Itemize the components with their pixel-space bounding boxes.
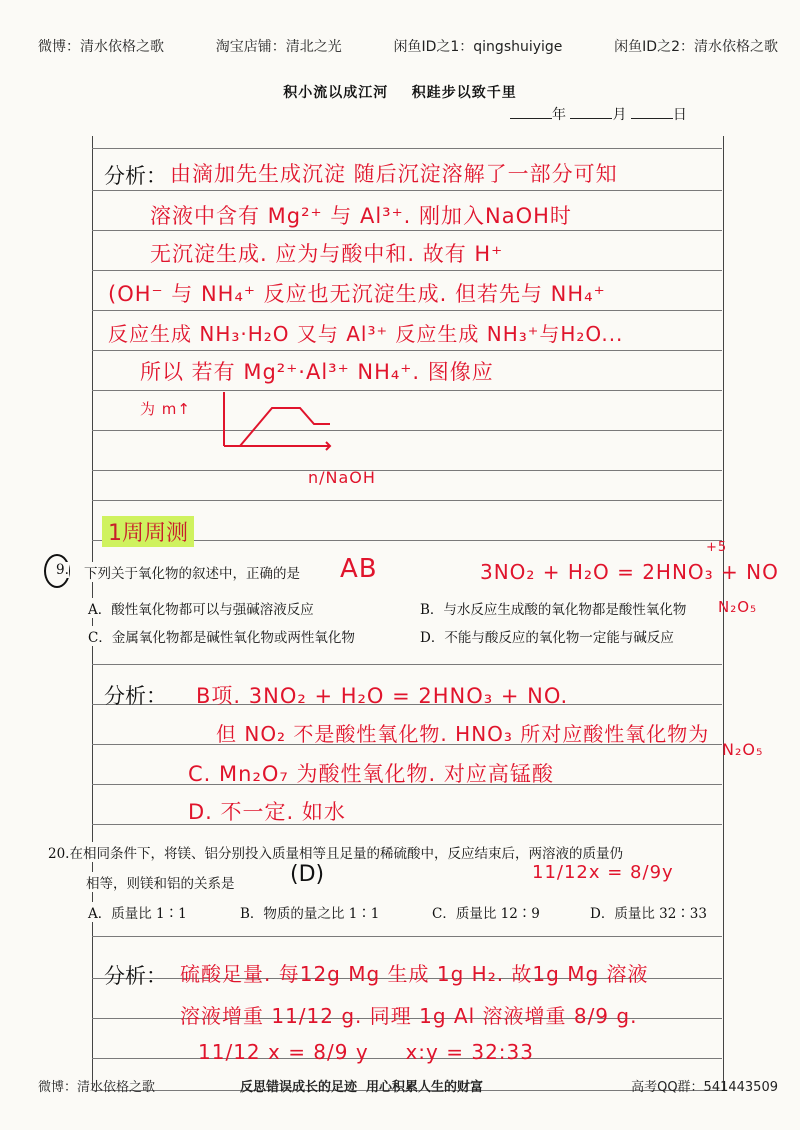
ruled-line bbox=[92, 664, 722, 665]
analysis1-line-3: 无沉淀生成. 应为与酸中和. 故有 H⁺ bbox=[150, 242, 504, 266]
q19-option-c: C．金属氧化物都是碱性氧化物或两性氧化物 bbox=[88, 626, 355, 646]
footer-qq: 高考QQ群：541443509 bbox=[631, 1080, 778, 1095]
ruled-line bbox=[92, 270, 722, 271]
ruled-line bbox=[92, 936, 722, 937]
ruled-line bbox=[92, 390, 722, 391]
q20-stem: 20.在相同条件下，将镁、铝分别投入质量相等且足量的稀硫酸中，反应结束后，两溶液的质量仍 bbox=[48, 842, 623, 862]
date-day: 日 bbox=[672, 107, 687, 123]
q20-option-b: B．物质的量之比 1∶1 bbox=[240, 902, 379, 922]
header-xianyu2: 闲鱼ID之2：清水依格之歌 bbox=[614, 39, 778, 55]
analysis1-line-4: (OH⁻ 与 NH₄⁺ 反应也无沉淀生成. 但若先与 NH₄⁺ bbox=[108, 282, 606, 306]
q20-option-c: C．质量比 12∶9 bbox=[432, 902, 540, 922]
q19-option-b: B．与水反应生成酸的氧化物都是酸性氧化物 bbox=[420, 598, 686, 618]
header-weibo: 微博：清水依格之歌 bbox=[38, 39, 164, 55]
q19-equation: 3NO₂ + H₂O = 2HNO₃ + NO bbox=[480, 560, 779, 584]
header-xianyu1: 闲鱼ID之1：qingshuiyige bbox=[393, 39, 563, 55]
motto: 积小流以成江河 积跬步以致千里 bbox=[283, 85, 517, 101]
ruled-line bbox=[92, 500, 722, 501]
weekly-test-label: 1周周测 bbox=[102, 516, 194, 547]
ruled-line bbox=[92, 350, 722, 351]
ruled-line bbox=[92, 430, 722, 431]
ruled-line bbox=[92, 230, 722, 231]
q19-eq-note: +5 bbox=[706, 540, 728, 555]
q20-option-a: A．质量比 1∶1 bbox=[88, 902, 187, 922]
ruled-line bbox=[92, 148, 722, 149]
graph-x-label: n/NaOH bbox=[308, 468, 376, 487]
q19-option-d: D．不能与酸反应的氧化物一定能与碱反应 bbox=[420, 626, 674, 646]
page-header bbox=[38, 36, 778, 56]
q19-number: 9. bbox=[56, 562, 69, 578]
analysis2-line-4: D. 不一定. 如水 bbox=[188, 800, 346, 824]
q20-option-d: D．质量比 32∶33 bbox=[590, 902, 707, 922]
q20-answer: (D) bbox=[290, 862, 325, 887]
analysis2-label: 分析： bbox=[104, 684, 167, 708]
q19-eq-note2: N₂O₅ bbox=[718, 598, 758, 616]
ruled-line bbox=[92, 190, 722, 191]
analysis1-line-6: 所以 若有 Mg²⁺·Al³⁺ NH₄⁺. 图像应 bbox=[140, 360, 494, 384]
analysis3-label: 分析： bbox=[104, 964, 167, 988]
analysis3-line-3: 11/12 x = 8/9 y x:y = 32:33 bbox=[198, 1040, 534, 1064]
analysis2-line-1: B项. 3NO₂ + H₂O = 2HNO₃ + NO. bbox=[196, 684, 569, 708]
footer-weibo: 微博：清水依格之歌 bbox=[38, 1080, 156, 1095]
date-field bbox=[510, 104, 687, 124]
ruled-line bbox=[92, 824, 722, 825]
q19-stem: 下列关于氧化物的叙述中，正确的是 bbox=[84, 562, 300, 582]
analysis2-line-2: 但 NO₂ 不是酸性氧化物. HNO₃ 所对应酸性氧化物为 bbox=[216, 722, 710, 746]
date-year: 年 bbox=[552, 107, 566, 123]
footer-slogan: 反思错误成长的足迹 用心积累人生的财富 bbox=[240, 1080, 484, 1095]
ruled-line bbox=[92, 310, 722, 311]
analysis1-line-5: 反应生成 NH₃·H₂O 又与 Al³⁺ 反应生成 NH₃⁺与H₂O... bbox=[108, 322, 624, 346]
analysis1-line-2: 溶液中含有 Mg²⁺ 与 Al³⁺. 刚加入NaOH时 bbox=[150, 204, 572, 228]
q20-side-note: 11/12x = 8/9y bbox=[532, 862, 674, 883]
analysis2-line-3: C. Mn₂O₇ 为酸性氧化物. 对应高锰酸 bbox=[188, 762, 554, 786]
ruled-line bbox=[92, 470, 722, 471]
graph-y-label: 为 m↑ bbox=[140, 400, 191, 418]
analysis3-line-1: 硫酸足量. 每12g Mg 生成 1g H₂. 故1g Mg 溶液 bbox=[180, 962, 649, 986]
analysis1-line-1: 由滴加先生成沉淀 随后沉淀溶解了一部分可知 bbox=[170, 162, 618, 186]
q20-stem2: 相等，则镁和铝的关系是 bbox=[86, 872, 235, 892]
date-month: 月 bbox=[612, 107, 627, 123]
precipitate-graph bbox=[200, 388, 340, 458]
q19-answer: AB bbox=[340, 554, 378, 584]
analysis1-label: 分析： bbox=[104, 164, 167, 188]
header-taobao: 淘宝店铺：清北之光 bbox=[215, 39, 342, 55]
q19-option-a: A．酸性氧化物都可以与强碱溶液反应 bbox=[88, 598, 314, 618]
analysis3-line-2: 溶液增重 11/12 g. 同理 1g Al 溶液增重 8/9 g. bbox=[180, 1004, 638, 1028]
analysis2-n2o5: N₂O₅ bbox=[722, 740, 764, 759]
